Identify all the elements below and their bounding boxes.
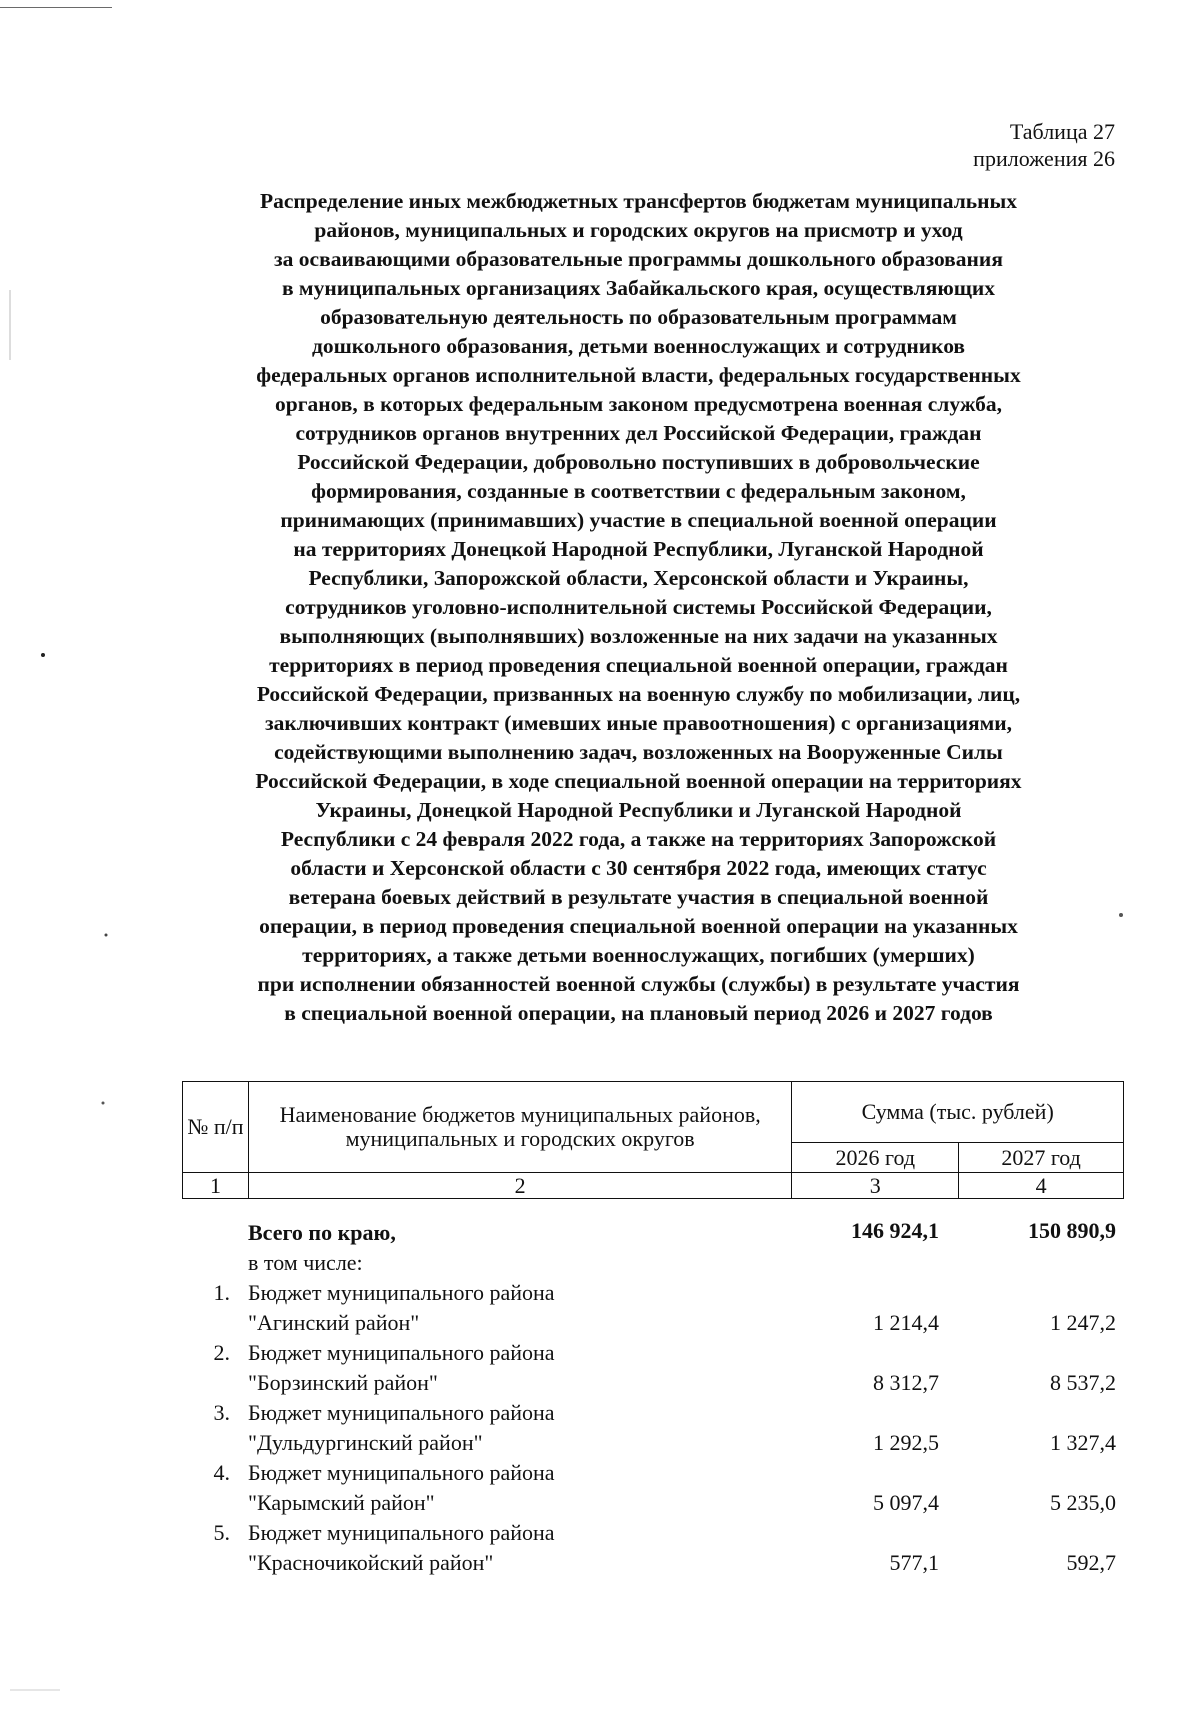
speck xyxy=(102,1102,105,1105)
row-number: 5. xyxy=(213,1520,230,1545)
title-line: федеральных органов исполнительной власти, федеральных государственных xyxy=(256,363,1021,387)
appendix-number: приложения 26 xyxy=(973,146,1115,171)
row-name-line2: "Красночикойский район" xyxy=(248,1550,494,1575)
row-value-2027: 592,7 xyxy=(1066,1550,1116,1575)
title-line: территориях, а также детьми военнослужащих, погибших (умерших) xyxy=(302,943,975,967)
row-name xyxy=(248,1458,555,1518)
header-num: № п/п xyxy=(183,1082,249,1173)
title-line: районов, муниципальных и городских округов на присмотр и уход xyxy=(314,218,963,242)
title-line: Российской Федерации, добровольно поступивших в добровольческие xyxy=(297,450,980,474)
header-name: Наименование бюджетов муниципальных районов, муниципальных и городских округов xyxy=(248,1082,791,1173)
row-value-2027: 1 327,4 xyxy=(1050,1430,1116,1455)
title-line: дошкольного образования, детьми военнослужащих и сотрудников xyxy=(311,334,966,358)
title-line: за осваивающими образовательные программы дошкольного образования xyxy=(274,247,1003,271)
title-line: ветерана боевых действий в результате участия в специальной военной xyxy=(288,885,989,909)
index-2: 2 xyxy=(248,1173,791,1199)
title-line: сотрудников уголовно-исполнительной системы Российской Федерации, xyxy=(285,595,992,619)
row-name-line2: "Дульдургинский район" xyxy=(248,1430,483,1455)
row-name-line2: "Борзинский район" xyxy=(248,1370,438,1395)
table-header xyxy=(182,1081,1124,1199)
table-number: Таблица 27 xyxy=(1009,119,1115,144)
row-name-line1: Бюджет муниципального района xyxy=(248,1460,555,1485)
total-2027: 150 890,9 xyxy=(1028,1218,1116,1243)
row-name-line2: "Агинский район" xyxy=(248,1310,420,1335)
row-number: 4. xyxy=(213,1460,230,1485)
row-value-2026: 577,1 xyxy=(889,1550,939,1575)
header-sum: Сумма (тыс. рублей) xyxy=(792,1082,1124,1143)
title-line: содействующими выполнению задач, возложенных на Вооруженные Силы xyxy=(274,740,1003,764)
title-line: заключивших контракт (имевших иные правоотношения) с организациями, xyxy=(264,711,1013,735)
title-line: области и Херсонской области с 30 сентября 2022 года, имеющих статус xyxy=(290,856,987,880)
title-line: территориях в период проведения специальной военной операции, граждан xyxy=(269,653,1008,677)
table-row xyxy=(182,1518,1124,1578)
table-row xyxy=(182,1278,1124,1338)
row-number: 1. xyxy=(213,1280,230,1305)
total-2026: 146 924,1 xyxy=(851,1218,939,1243)
row-name-line1: Бюджет муниципального района xyxy=(248,1400,555,1425)
title-line: Республики с 24 февраля 2022 года, а также на территориях Запорожской xyxy=(280,827,997,851)
row-number: 3. xyxy=(213,1400,230,1425)
title-line: операции, в период проведения специальной военной операции на указанных xyxy=(259,914,1018,938)
title-line: Российской Федерации, призванных на военную службу по мобилизации, лиц, xyxy=(256,682,1021,706)
index-1: 1 xyxy=(183,1173,249,1199)
row-name-line1: Бюджет муниципального района xyxy=(248,1520,555,1545)
row-name-line1: Бюджет муниципального района xyxy=(248,1280,555,1305)
title-line: образовательную деятельность по образовательным программам xyxy=(320,305,957,329)
row-value-2026: 5 097,4 xyxy=(873,1490,939,1515)
row-name-line1: Бюджет муниципального района xyxy=(248,1340,555,1365)
speck xyxy=(41,653,45,657)
table-row xyxy=(182,1398,1124,1458)
title-line: Распределение иных межбюджетных трансфертов бюджетам муниципальных xyxy=(259,189,1018,213)
title-line: при исполнении обязанностей военной службы (службы) в результате участия xyxy=(257,972,1020,996)
row-name xyxy=(248,1338,555,1398)
speck xyxy=(105,934,108,937)
table-reference xyxy=(973,118,1115,172)
title-line: органов, в которых федеральным законом предусмотрена военная служба, xyxy=(274,392,1003,416)
row-value-2026: 8 312,7 xyxy=(873,1370,939,1395)
header-2026: 2026 год xyxy=(792,1143,959,1173)
title-line: на территориях Донецкой Народной Республики, Луганской Народной xyxy=(293,537,984,561)
document-title xyxy=(150,187,1127,1028)
row-name-line2: "Карымский район" xyxy=(248,1490,435,1515)
row-value-2027: 5 235,0 xyxy=(1050,1490,1116,1515)
title-line: принимающих (принимавших) участие в специальной военной операции xyxy=(280,508,997,532)
title-line: сотрудников органов внутренних дел Российской Федерации, граждан xyxy=(295,421,982,445)
row-number: 2. xyxy=(213,1340,230,1365)
index-3: 3 xyxy=(792,1173,959,1199)
header-2027: 2027 год xyxy=(959,1143,1124,1173)
title-line: в муниципальных организациях Забайкальского края, осуществляющих xyxy=(281,276,996,300)
title-line: Украины, Донецкой Народной Республики и Луганской Народной xyxy=(315,798,962,822)
row-value-2027: 8 537,2 xyxy=(1050,1370,1116,1395)
total-sub-label: в том числе: xyxy=(248,1250,363,1275)
index-4: 4 xyxy=(959,1173,1124,1199)
row-name xyxy=(248,1518,555,1578)
table-body xyxy=(182,1278,1124,1578)
row-value-2027: 1 247,2 xyxy=(1050,1310,1116,1335)
row-name xyxy=(248,1398,555,1458)
table-row xyxy=(182,1338,1124,1398)
table-row xyxy=(182,1458,1124,1518)
title-line: формирования, созданные в соответствии с федеральным законом, xyxy=(311,479,966,503)
title-line: в специальной военной операции, на плановый период 2026 и 2027 годов xyxy=(284,1001,993,1025)
total-label: Всего по краю, xyxy=(248,1220,396,1245)
title-line: Российской Федерации, в ходе специальной военной операции на территориях xyxy=(255,769,1022,793)
row-value-2026: 1 292,5 xyxy=(873,1430,939,1455)
row-name xyxy=(248,1278,555,1338)
title-line: Республики, Запорожской области, Херсонской области и Украины, xyxy=(308,566,969,590)
row-value-2026: 1 214,4 xyxy=(873,1310,939,1335)
title-line: выполняющих (выполнявших) возложенные на них задачи на указанных xyxy=(279,624,998,648)
